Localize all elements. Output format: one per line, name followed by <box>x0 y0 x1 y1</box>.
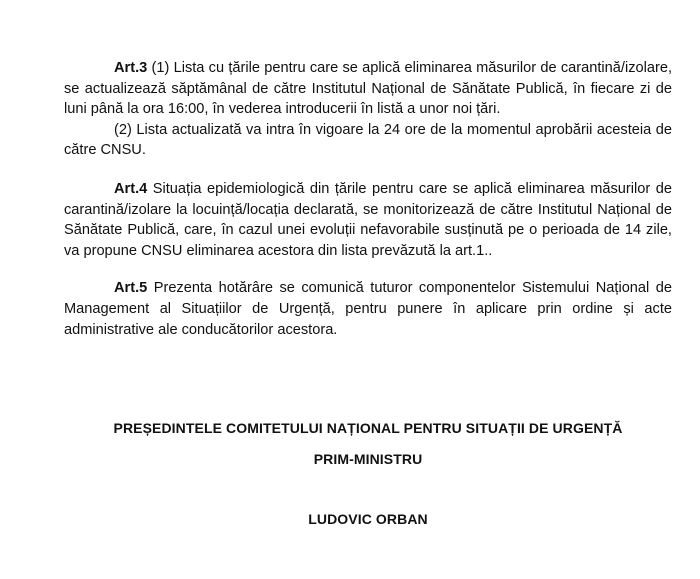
article-3-label: Art.3 <box>114 60 148 76</box>
signature-name: LUDOVIC ORBAN <box>308 511 428 527</box>
signature-role: PRIM-MINISTRU <box>313 451 423 467</box>
article-5-text: Prezenta hotărâre se comunică tuturor componentelor Sistemului Național de Management al Situațiilor de Urgență, pentru punere în aplicare prin ordine și acte administrative ale conducătorilor acestora. <box>64 280 672 338</box>
spacer <box>64 161 672 179</box>
article-4-paragraph <box>64 179 672 261</box>
article-4-label: Art.4 <box>114 180 148 197</box>
article-3-paragraph-1-text: (1) Lista cu țările pentru care se aplică eliminarea măsurilor de carantină/izolare, se actualizează săptămânal de către Institutul Național de Sănătate Publică, în fiecare zi de luni până la ora 16:00, în vederea introducerii în listă a unor noi țări. <box>64 60 672 118</box>
article-3-paragraph-2 <box>64 120 672 161</box>
article-3-paragraph-2-text: (2) Lista actualizată va intra în vigoare la 24 ore de la momentul aprobării acesteia de către CNSU. <box>64 121 672 159</box>
signature-title: PREȘEDINTELE COMITETULUI NAȚIONAL PENTRU SITUAȚII DE URGENȚĂ <box>113 420 623 436</box>
article-5-label: Art.5 <box>114 280 148 297</box>
spacer <box>64 261 672 278</box>
article-3-paragraph-1 <box>64 58 672 120</box>
article-5-paragraph <box>64 278 672 340</box>
document-body <box>64 58 672 340</box>
article-4-text: Situația epidemiologică din țările pentru care se aplică eliminarea măsurilor de carantină/izolare la locuință/locația declarată, se monitorizează de către Institutul Național de Sănătate Publică, care, în cazul unei evoluții nefavorabile susținută pe o perioada de 14 zile, va propune CNSU eliminarea acestora din lista prevăzută la art.1.. <box>64 180 672 259</box>
